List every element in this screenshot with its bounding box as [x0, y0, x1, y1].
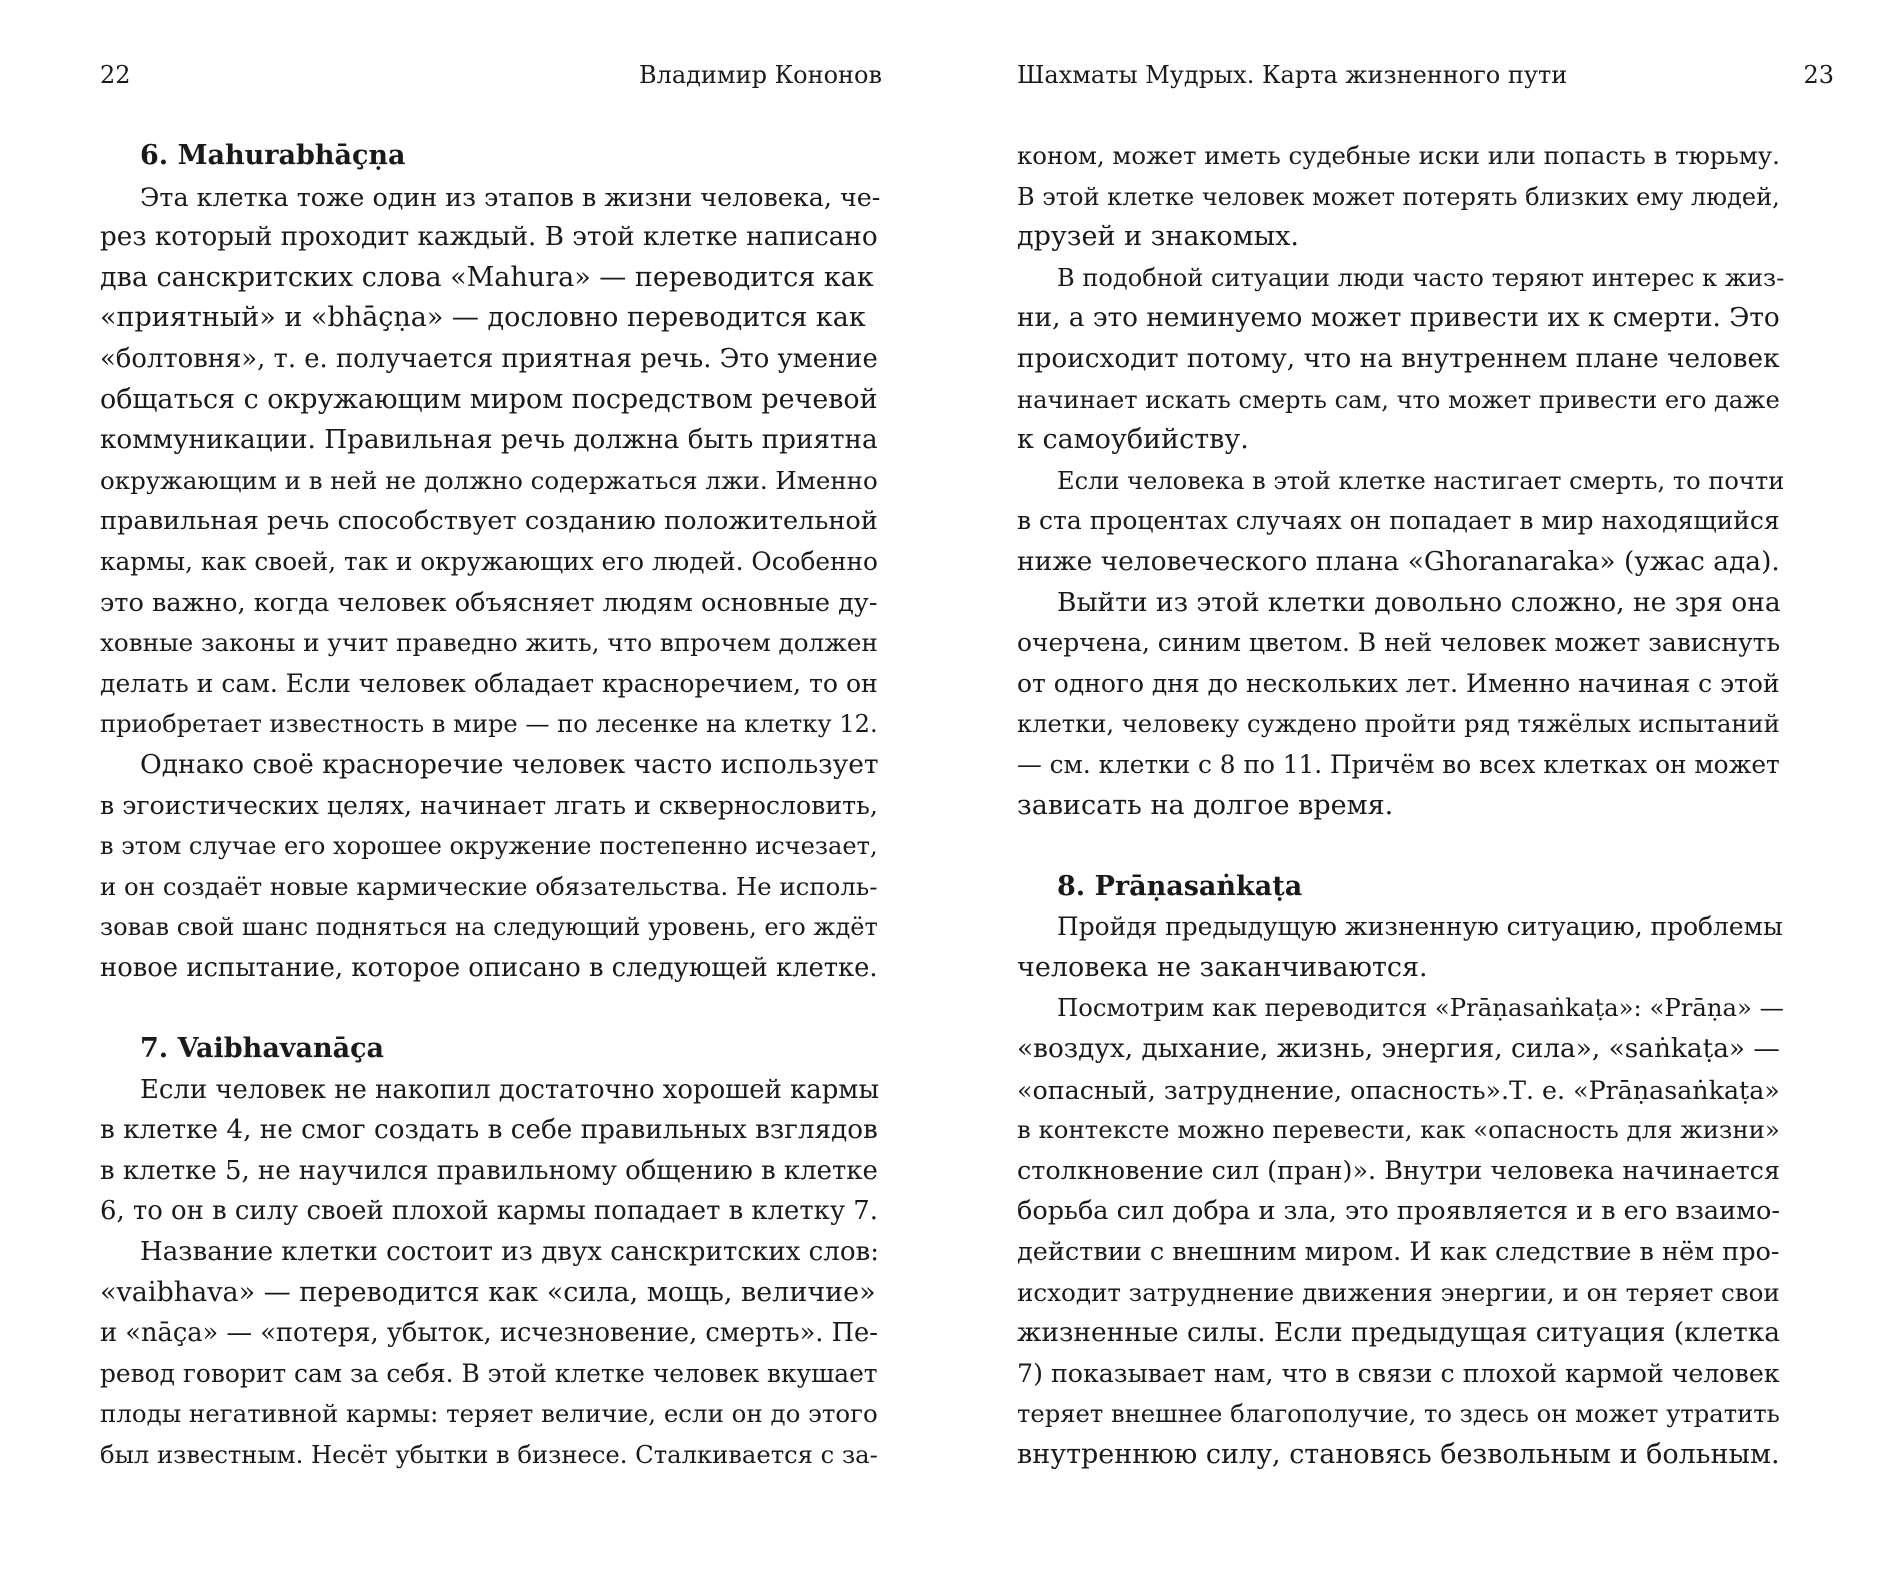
text-line: Пройдя предыдущую жизненную ситуацию, проблемы	[1057, 912, 1783, 942]
text-line: «приятный» и «bhāçṇa» — дословно переводится как	[100, 302, 866, 334]
text-line: «vaibhava» — переводится как «сила, мощь, величие»	[100, 1276, 876, 1308]
text-line: Однако своё красноречие человек часто использует	[140, 748, 879, 780]
text-line: исходит затруднение движения энергии, и он теряет свои	[1017, 1277, 1780, 1307]
text-line: коммуникации. Правильная речь должна быть приятна	[100, 425, 878, 456]
right-page	[942, 0, 1884, 1586]
paragraph	[1017, 583, 1782, 827]
text-line: теряет внешнее благополучие, то здесь он может утратить	[1017, 1400, 1780, 1429]
text-line: в эгоистических целях, начинает лгать и сквернословить,	[100, 790, 878, 820]
section-heading: 6. Mahurabhāçṇa	[140, 140, 406, 171]
paragraph	[1017, 907, 1782, 988]
text-line: общаться с окружающим миром посредством речевой	[100, 383, 878, 415]
text-line: В подобной ситуации люди часто теряют интерес к жиз-	[1057, 263, 1785, 292]
text-line: делать и сам. Если человек обладает красноречием, то он	[100, 668, 878, 698]
text-line: зовав свой шанс подняться на следующий уровень, его ждёт	[100, 913, 878, 942]
text-line: Посмотрим как переводится «Prāṇasaṅkaṭa»: «Prāṇa» —	[1057, 993, 1784, 1023]
paragraph	[1017, 136, 1782, 258]
text-line: зависать на долгое время.	[1017, 789, 1394, 821]
text-line: приобретает известность в мире — по лесенке на клетку 12.	[100, 710, 878, 739]
paragraph	[100, 745, 880, 989]
text-line: друзей и знакомых.	[1017, 221, 1299, 253]
text-line: в контексте можно перевести, как «опасность для жизни»	[1017, 1115, 1780, 1145]
text-line: это важно, когда человек объясняет людям основные ду-	[100, 587, 878, 618]
text-line: в этом случае его хорошее окружение постепенно исчезает,	[100, 832, 878, 861]
paragraph	[1017, 258, 1785, 461]
text-line: правильная речь способствует созданию положительной	[100, 506, 878, 537]
page-number: 23	[1803, 61, 1834, 89]
text-line: от одного дня до нескольких лет. Именно начиная с этой	[1017, 668, 1780, 698]
text-line: человека не заканчиваются.	[1017, 951, 1428, 983]
section-heading: 8. Prāṇasaṅkaṭa	[1057, 870, 1303, 902]
paragraph	[1017, 461, 1785, 583]
text-line: и он создаёт новые кармические обязательства. Не исполь-	[100, 871, 878, 901]
text-line: клетки, человеку суждено пройти ряд тяжёлых испытаний	[1017, 710, 1780, 739]
text-line: Если человек не накопил достаточно хорошей кармы	[140, 1074, 880, 1105]
text-line: действии с внешним миром. И как следствие в нём про-	[1017, 1237, 1780, 1268]
text-line: коном, может иметь судебные иски или попасть в тюрьму.	[1017, 141, 1780, 170]
text-line: ревод говорит сам за себя. В этой клетке человек вкушает	[100, 1358, 878, 1388]
text-line: Если человека в этой клетке настигает смерть, то почти	[1057, 466, 1785, 495]
text-line: жизненные силы. Если предыдущая ситуация (клетка	[1017, 1317, 1780, 1349]
text-line: 6, то он в силу своей плохой кармы попадает в клетку 7.	[100, 1196, 878, 1227]
text-line: «воздух, дыхание, жизнь, энергия, сила», «saṅkaṭa» —	[1017, 1034, 1780, 1065]
text-line: очерчена, синим цветом. В ней человек может зависнуть	[1017, 628, 1781, 658]
running-title: Шахматы Мудрых. Карта жизненного пути	[1017, 61, 1568, 89]
text-line: начинает искать смерть сам, что может привести его даже	[1017, 385, 1780, 414]
paragraph	[100, 1232, 880, 1476]
text-line: два санскритских слова «Mahura» — переводится как	[100, 261, 874, 293]
text-line: к самоубийству.	[1017, 424, 1249, 456]
paragraph	[100, 1070, 880, 1232]
section-heading: 7. Vaibhavanāça	[140, 1033, 385, 1065]
text-line: и «nāça» — «потеря, убыток, исчезновение, смерть». Пе-	[100, 1318, 878, 1349]
text-line: рез который проходит каждый. В этой клетке написано	[100, 222, 878, 253]
paragraph	[100, 177, 880, 745]
page-number: 22	[100, 61, 131, 89]
left-body-text	[100, 136, 880, 1476]
text-line: Эта клетка тоже один из этапов в жизни человека, че-	[140, 181, 881, 212]
text-line: ни, а это неминуемо может привести их к смерти. Это	[1017, 303, 1780, 334]
text-line: Название клетки состоит из двух санскритских слов:	[140, 1237, 880, 1268]
text-line: — см. клетки с 8 по 11. Причём во всех клетках он может	[1017, 749, 1780, 779]
text-line: столкновение сил (пран)». Внутри человека начинается	[1017, 1155, 1781, 1186]
text-line: кармы, как своей, так и окружающих его людей. Особенно	[100, 546, 878, 576]
section-gap	[1017, 826, 1782, 867]
section-gap	[100, 988, 880, 1029]
text-line: происходит потому, что на внутреннем плане человек	[1017, 343, 1780, 374]
text-line: Выйти из этой клетки довольно сложно, не зря она	[1057, 586, 1781, 618]
text-line: 7) показывает нам, что в связи с плохой кармой человек	[1017, 1358, 1780, 1388]
text-line: «опасный, затруднение, опасность».Т. е. «Prāṇasaṅkaṭa»	[1017, 1074, 1780, 1105]
text-line: окружающим и в ней не должно содержаться лжи. Именно	[100, 465, 878, 495]
paragraph	[1017, 988, 1782, 1475]
text-line: ховные законы и учит праведно жить, что впрочем должен	[100, 628, 878, 658]
text-line: в клетке 4, не смог создать в себе правильных взглядов	[100, 1115, 878, 1146]
text-line: был известным. Несёт убытки в бизнесе. Сталкивается с за-	[100, 1440, 878, 1469]
text-line: борьба сил добра и зла, это проявляется и в его взаимо-	[1017, 1196, 1780, 1227]
text-line: «болтовня», т. е. получается приятная речь. Это умение	[100, 343, 878, 374]
text-line: ниже человеческого плана «Ghoranaraka» (ужас ада).	[1017, 545, 1780, 577]
text-line: в клетке 5, не научился правильному общению в клетке	[100, 1155, 878, 1186]
text-line: в ста процентах случаях он попадает в мир находящийся	[1017, 506, 1780, 536]
text-line: внутреннюю силу, становясь безвольным и больным.	[1017, 1439, 1780, 1470]
text-line: В этой клетке человек может потерять близких ему людей,	[1017, 182, 1780, 211]
running-title: Владимир Кононов	[638, 61, 882, 89]
text-line: новое испытание, которое описано в следующей клетке.	[100, 952, 878, 983]
right-body-text	[1017, 136, 1785, 1476]
text-line: плоды негативной кармы: теряет величие, если он до этого	[100, 1399, 878, 1429]
